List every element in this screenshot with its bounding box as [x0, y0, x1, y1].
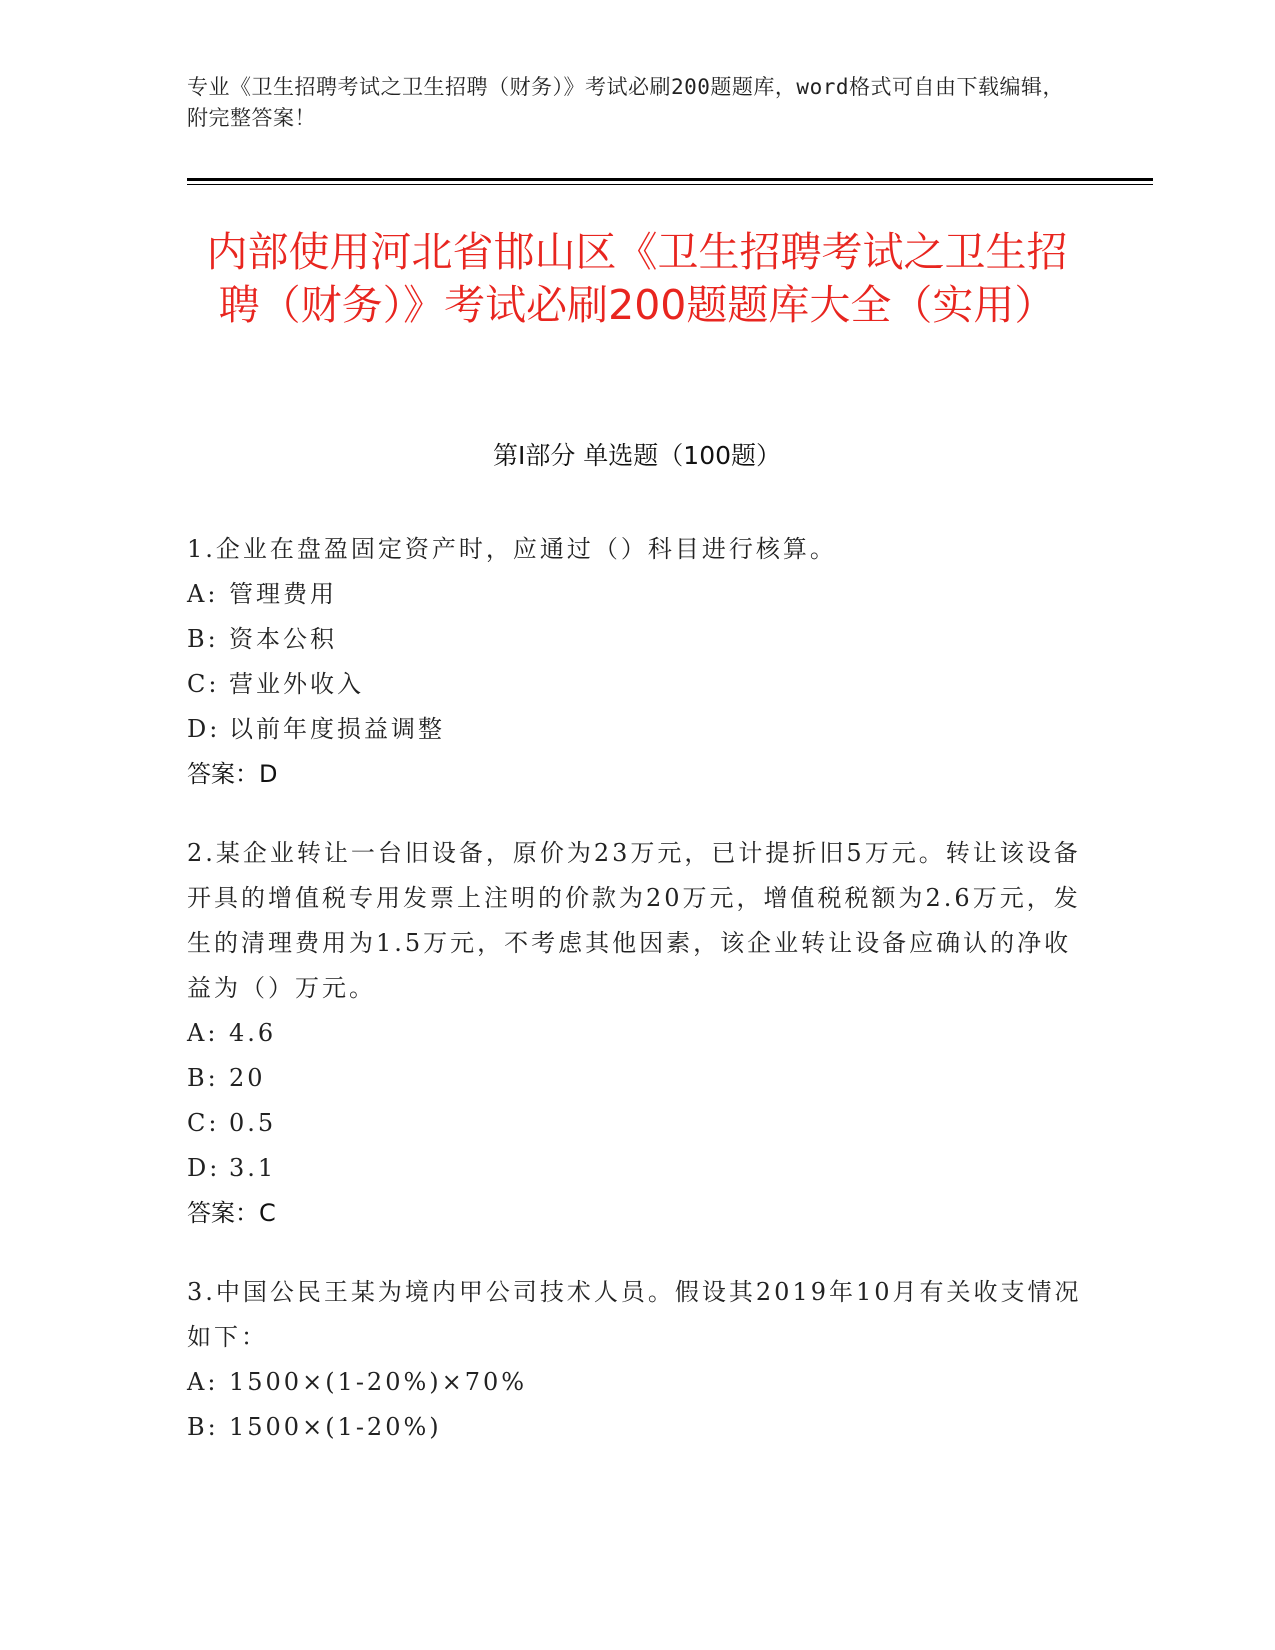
option-text: 3.1 — [229, 1154, 277, 1182]
option-a — [187, 1360, 1087, 1405]
option-d — [187, 1146, 1087, 1191]
option-text: 4.6 — [229, 1019, 277, 1047]
question-3 — [187, 1270, 1087, 1450]
option-key: A: — [187, 580, 219, 608]
option-key: B: — [187, 1413, 219, 1441]
option-key: B: — [187, 625, 219, 653]
option-key: C: — [187, 670, 220, 698]
option-b — [187, 617, 1087, 662]
option-a — [187, 572, 1087, 617]
document-title: 内部使用河北省邯山区《卫生招聘考试之卫生招聘（财务）》考试必刷200题题库大全（实用） — [206, 228, 1068, 329]
answer-line: 答案：C — [187, 1199, 276, 1227]
question-list — [187, 527, 1087, 1484]
question-2 — [187, 831, 1087, 1236]
option-key: C: — [187, 1109, 220, 1137]
option-text: 1500×(1-20%)×70% — [229, 1368, 528, 1396]
option-key: A: — [187, 1368, 219, 1396]
option-text: 以前年度损益调整 — [229, 715, 445, 743]
option-key: B: — [187, 1064, 219, 1092]
option-a — [187, 1011, 1087, 1056]
option-text: 资本公积 — [229, 625, 337, 653]
header-note: 专业《卫生招聘考试之卫生招聘（财务）》考试必刷200题题库，word格式可自由下载编辑，附完整答案！ — [187, 75, 1064, 130]
option-d — [187, 707, 1087, 752]
option-text: 1500×(1-20%) — [229, 1413, 442, 1441]
question-stem: 2.某企业转让一台旧设备，原价为23万元，已计提折旧5万元。转让该设备开具的增值税专用发票上注明的价款为20万元，增值税税额为2.6万元，发生的清理费用为1.5万元，不考虑其他因素，该企业转让设备应确认的净收益为（）万元。 — [187, 839, 1081, 1002]
option-text: 20 — [229, 1064, 266, 1092]
header-rule-thick — [187, 178, 1153, 181]
option-key: A: — [187, 1019, 219, 1047]
option-c — [187, 662, 1087, 707]
option-text: 营业外收入 — [229, 670, 364, 698]
option-text: 0.5 — [229, 1109, 277, 1137]
option-text: 管理费用 — [229, 580, 337, 608]
question-stem: 3.中国公民王某为境内甲公司技术人员。假设其2019年10月有关收支情况如下： — [187, 1278, 1082, 1351]
option-b — [187, 1056, 1087, 1101]
option-c — [187, 1101, 1087, 1146]
question-stem: 1.企业在盘盈固定资产时，应通过（）科目进行核算。 — [187, 535, 837, 563]
answer-line: 答案：D — [187, 760, 278, 788]
section-title: 第Ⅰ部分 单选题（100题） — [492, 441, 782, 470]
option-key: D: — [187, 715, 221, 743]
option-key: D: — [187, 1154, 221, 1182]
option-b — [187, 1405, 1087, 1450]
question-1 — [187, 527, 1087, 797]
header-rule-thin — [187, 184, 1153, 185]
